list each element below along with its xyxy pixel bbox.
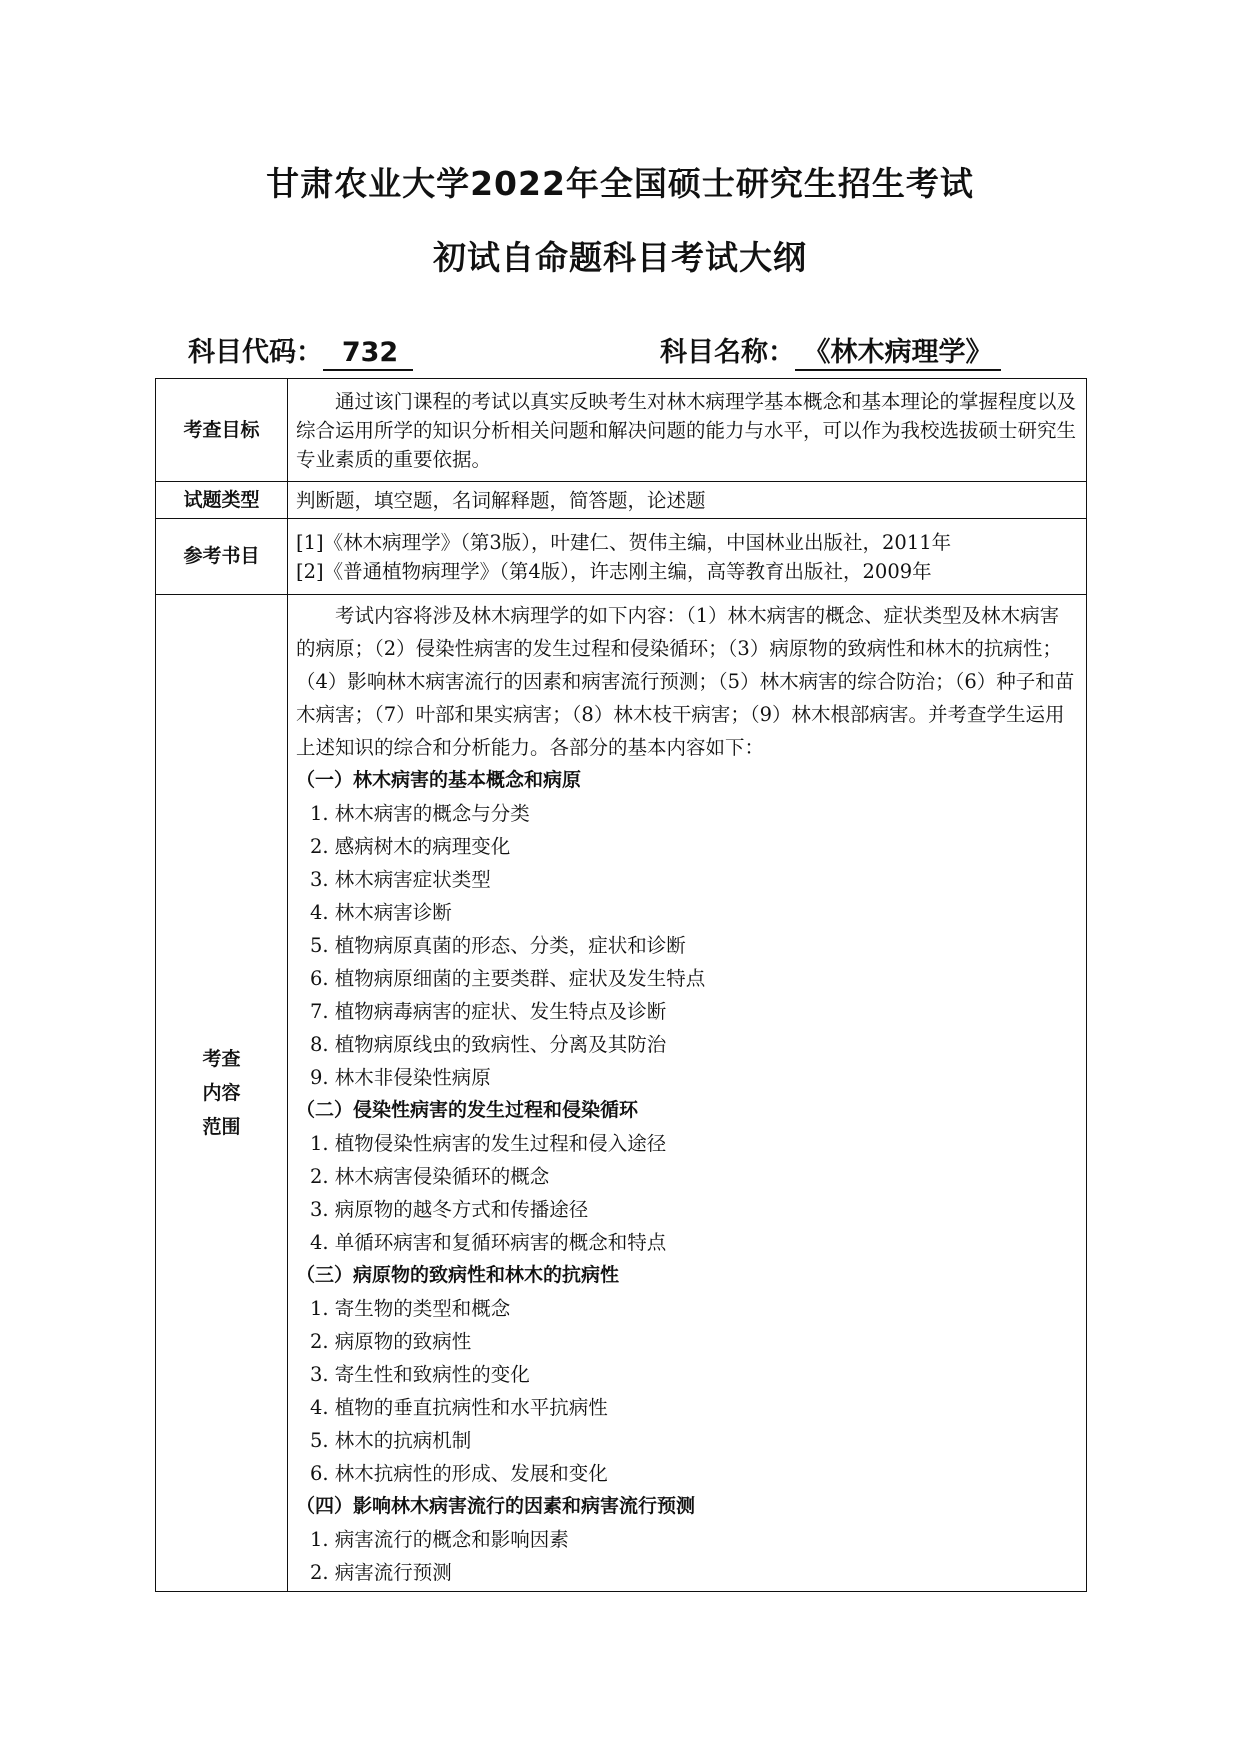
list-item: 1. 病害流行的概念和影响因素 (310, 1528, 569, 1551)
book-item: [1]《林木病理学》（第3版），叶建仁、贺伟主编，中国林业出版社，2011年 (296, 530, 952, 554)
scope-label-line: 内容 (202, 1082, 241, 1104)
list-item: 6. 林木抗病性的形成、发展和变化 (310, 1462, 608, 1485)
table-row-scope (156, 595, 1087, 1592)
books-cell (288, 519, 1087, 595)
list-item: 4. 植物的垂直抗病性和水平抗病性 (310, 1396, 608, 1419)
list-item: 3. 病原物的越冬方式和传播途径 (310, 1198, 589, 1221)
list-item: 4. 林木病害诊断 (310, 901, 452, 924)
subject-code-value: 732 (323, 337, 413, 371)
subject-name (660, 330, 1001, 371)
subject-name-label: 科目名称： (660, 337, 795, 368)
type-label: 试题类型 (156, 482, 288, 519)
section-heading: （四）影响林木病害流行的因素和病害流行预测 (296, 1495, 696, 1517)
list-item: 9. 林木非侵染性病原 (310, 1066, 491, 1089)
scope-cell (288, 595, 1087, 1592)
list-item: 1. 植物侵染性病害的发生过程和侵入途径 (310, 1132, 667, 1155)
syllabus-table (155, 378, 1087, 1592)
list-item: 6. 植物病原细菌的主要类群、症状及发生特点 (310, 967, 706, 990)
list-item: 8. 植物病原线虫的致病性、分离及其防治 (310, 1033, 667, 1056)
list-item: 1. 寄生物的类型和概念 (310, 1297, 511, 1320)
scope-label (156, 595, 288, 1592)
goal-text: 通过该门课程的考试以真实反映考生对林木病理学基本概念和基本理论的掌握程度以及综合运用所学的知识分析相关问题和解决问题的能力与水平，可以作为我校选拔硕士研究生专业素质的重要依据。 (296, 389, 1077, 471)
list-item: 2. 感病树木的病理变化 (310, 835, 511, 858)
list-item: 2. 病害流行预测 (310, 1561, 452, 1584)
subject-name-value: 《林木病理学》 (795, 337, 1001, 371)
subject-code (188, 330, 413, 371)
list-item: 5. 林木的抗病机制 (310, 1429, 472, 1452)
scope-label-line: 考查 (202, 1048, 241, 1070)
scope-intro: 考试内容将涉及林木病理学的如下内容：（1）林木病害的概念、症状类型及林木病害的病原；（2）侵染性病害的发生过程和侵染循环；（3）病原物的致病性和林木的抗病性；（4）影响林木病害流行的因素和病害流行预测；（5）林木病害的综合防治；（6）种子和苗木病害；（7）叶部和果实病害；（8）林木枝干病害；（9）林木根部病害。并考查学生运用上述知识的综合和分析能力。各部分的基本内容如下： (296, 604, 1075, 759)
list-item: 1. 林木病害的概念与分类 (310, 802, 530, 825)
section-heading: （三）病原物的致病性和林木的抗病性 (296, 1264, 620, 1286)
list-item: 2. 林木病害侵染循环的概念 (310, 1165, 550, 1188)
goal-cell (288, 379, 1087, 482)
section-heading: （二）侵染性病害的发生过程和侵染循环 (296, 1099, 639, 1121)
type-text: 判断题，填空题，名词解释题，简答题，论述题 (296, 488, 706, 512)
book-item: [2]《普通植物病理学》（第4版），许志刚主编，高等教育出版社，2009年 (296, 559, 932, 583)
list-item: 5. 植物病原真菌的形态、分类，症状和诊断 (310, 934, 686, 957)
list-item: 3. 寄生性和致病性的变化 (310, 1363, 530, 1386)
table-row-goal (156, 379, 1087, 482)
table-row-books (156, 519, 1087, 595)
section-heading: （一）林木病害的基本概念和病原 (296, 769, 582, 791)
document-title-line2: 初试自命题科目考试大纲 (433, 238, 807, 277)
list-item: 7. 植物病毒病害的症状、发生特点及诊断 (310, 1000, 667, 1023)
list-item: 3. 林木病害症状类型 (310, 868, 491, 891)
type-cell (288, 482, 1087, 519)
document-title-line1: 甘肃农业大学2022年全国硕士研究生招生考试 (266, 164, 974, 203)
list-item: 2. 病原物的致病性 (310, 1330, 472, 1353)
table-row-type (156, 482, 1087, 519)
subject-code-label: 科目代码： (188, 337, 323, 368)
list-item: 4. 单循环病害和复循环病害的概念和特点 (310, 1231, 667, 1254)
goal-label: 考查目标 (156, 379, 288, 482)
books-label: 参考书目 (156, 519, 288, 595)
scope-label-line: 范围 (202, 1116, 241, 1138)
